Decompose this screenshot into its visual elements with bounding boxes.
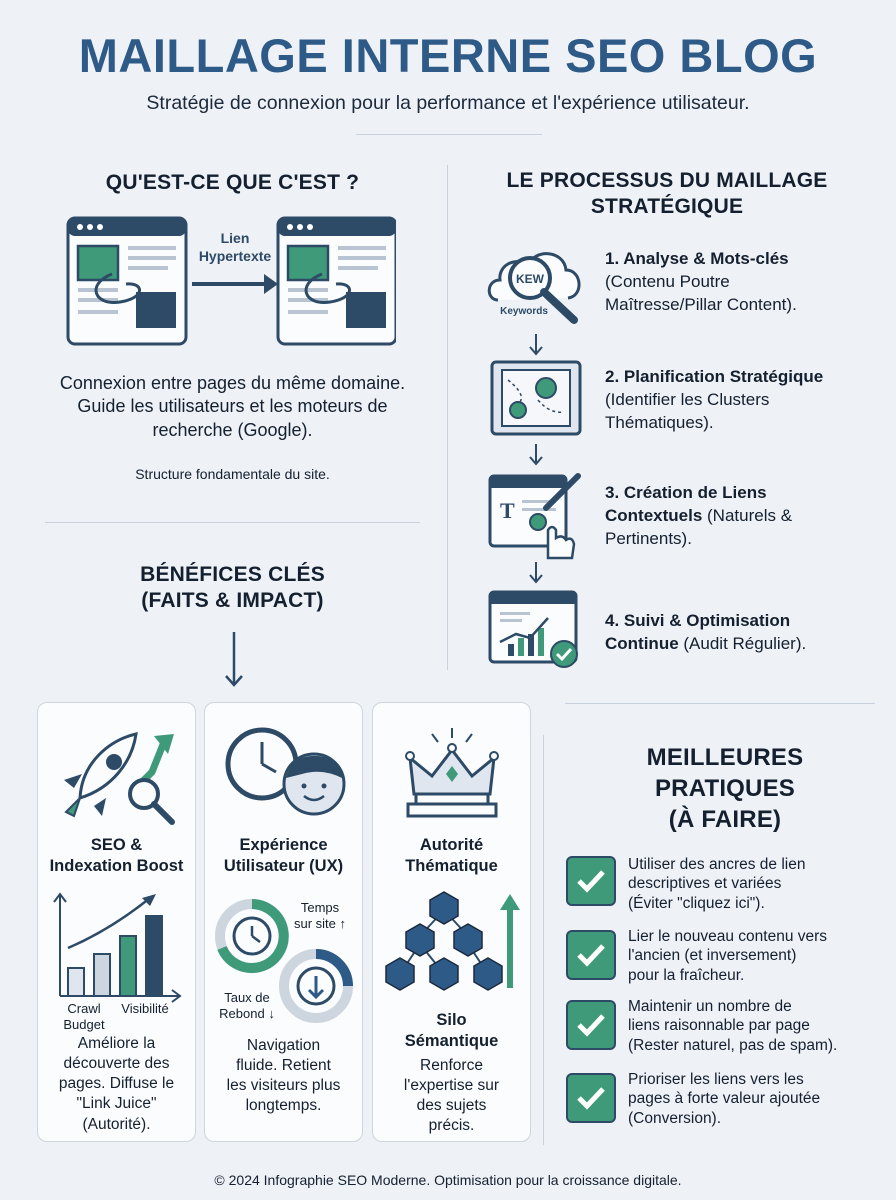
practices-divider [543, 735, 544, 1145]
process-step-2: 2. Planification Stratégique (Identifier les Clusters Thématiques). [605, 367, 824, 432]
header-divider [356, 134, 542, 135]
what-is-note: Structure fondamentale du site. [135, 466, 330, 482]
check-icon [566, 856, 616, 906]
crown-icon [398, 724, 508, 824]
process-step-4: 4. Suivi & Optimisation Continue (Audit Régulier). [605, 611, 807, 653]
benefit-title-seo: SEO & Indexation Boost [49, 836, 184, 876]
map-plan-icon [488, 356, 584, 440]
process-step-3: 3. Création de Liens Contextuels (Naturels & Pertinents). [605, 483, 793, 548]
practice-item-3 [566, 1000, 616, 1050]
benefit-title-ux: Expérience Utilisateur (UX) [223, 836, 344, 876]
page-title: MAILLAGE INTERNE SEO BLOG [78, 29, 818, 82]
keywords-icon [484, 236, 588, 330]
benefit-text-ux: Navigation fluide. Retient les visiteurs plus longtemps. [226, 1037, 341, 1115]
practice-text-2: Lier le nouveau contenu vers l'ancien (et inversement) pour la fraîcheur. [628, 928, 828, 984]
best-practices-heading: MEILLEURES PRATIQUES (À FAIRE) [646, 744, 804, 834]
svg-text:KEW: KEW [516, 272, 544, 286]
what-is-description: Connexion entre pages du même domaine. Guide les utilisateurs et les moteurs de recherche (Google). [59, 373, 406, 440]
check-icon [566, 930, 616, 980]
practice-text-3: Maintenir un nombre de liens raisonnable par page (Rester naturel, pas de spam). [628, 998, 838, 1054]
step-arrow-icon [527, 334, 545, 356]
label-crawl-budget: Crawl Budget [63, 1001, 105, 1032]
practice-item-2 [566, 930, 616, 980]
process-step-1: 1. Analyse & Mots-clés (Contenu Poutre Maîtresse/Pillar Content). [605, 249, 797, 314]
label-time-on-site: Temps sur site ↑ [293, 900, 346, 932]
label-visibility: Visibilité [121, 1001, 169, 1016]
step-arrow-icon [527, 444, 545, 466]
benefit-title-authority: Autorité Thématique [405, 836, 498, 876]
semantic-silo-icon [384, 888, 520, 1008]
benefit-text-authority: Renforce l'expertise sur des sujets précis. [403, 1057, 500, 1135]
check-icon [566, 1000, 616, 1050]
growth-chart-icon [50, 890, 184, 1010]
footer-text: © 2024 Infographie SEO Moderne. Optimisation pour la croissance digitale. [214, 1172, 682, 1188]
svg-text:Keywords: Keywords [500, 306, 548, 317]
page-right-icon [278, 218, 396, 344]
page-left-icon [68, 218, 186, 344]
check-icon [566, 1073, 616, 1123]
process-heading: LE PROCESSUS DU MAILLAGE STRATÉGIQUE [506, 169, 828, 219]
right-divider [565, 703, 875, 704]
down-arrow-icon [224, 632, 244, 688]
link-creation-icon [486, 468, 586, 560]
benefits-heading: BÉNÉFICES CLÉS (FAITS & IMPACT) [140, 563, 325, 613]
step-arrow-icon [527, 562, 545, 584]
column-divider [447, 165, 448, 670]
left-divider [45, 522, 420, 523]
svg-text:T: T [500, 498, 515, 523]
label-bounce-rate: Taux de Rebond ↓ [219, 990, 275, 1022]
what-is-heading: QU'EST-CE QUE C'EST ? [105, 171, 360, 194]
page-subtitle: Stratégie de connexion pour la performance et l'expérience utilisateur. [146, 92, 750, 114]
practice-text-4: Prioriser les liens vers les pages à forte valeur ajoutée (Conversion). [628, 1071, 821, 1127]
benefit-text-seo: Améliore la découverte des pages. Diffuse le "Link Juice" (Autorité). [58, 1035, 175, 1133]
clock-user-icon [222, 724, 352, 824]
practice-item-4 [566, 1073, 616, 1123]
silo-label: Silo Sémantique [404, 1011, 499, 1051]
hyperlink-label: Lien Hypertexte [198, 230, 272, 265]
practice-item-1 [566, 856, 616, 906]
practice-text-1: Utiliser des ancres de lien descriptives et variées (Éviter "cliquez ici"). [628, 856, 806, 912]
monitoring-icon [486, 588, 582, 670]
rocket-icon [52, 722, 182, 828]
